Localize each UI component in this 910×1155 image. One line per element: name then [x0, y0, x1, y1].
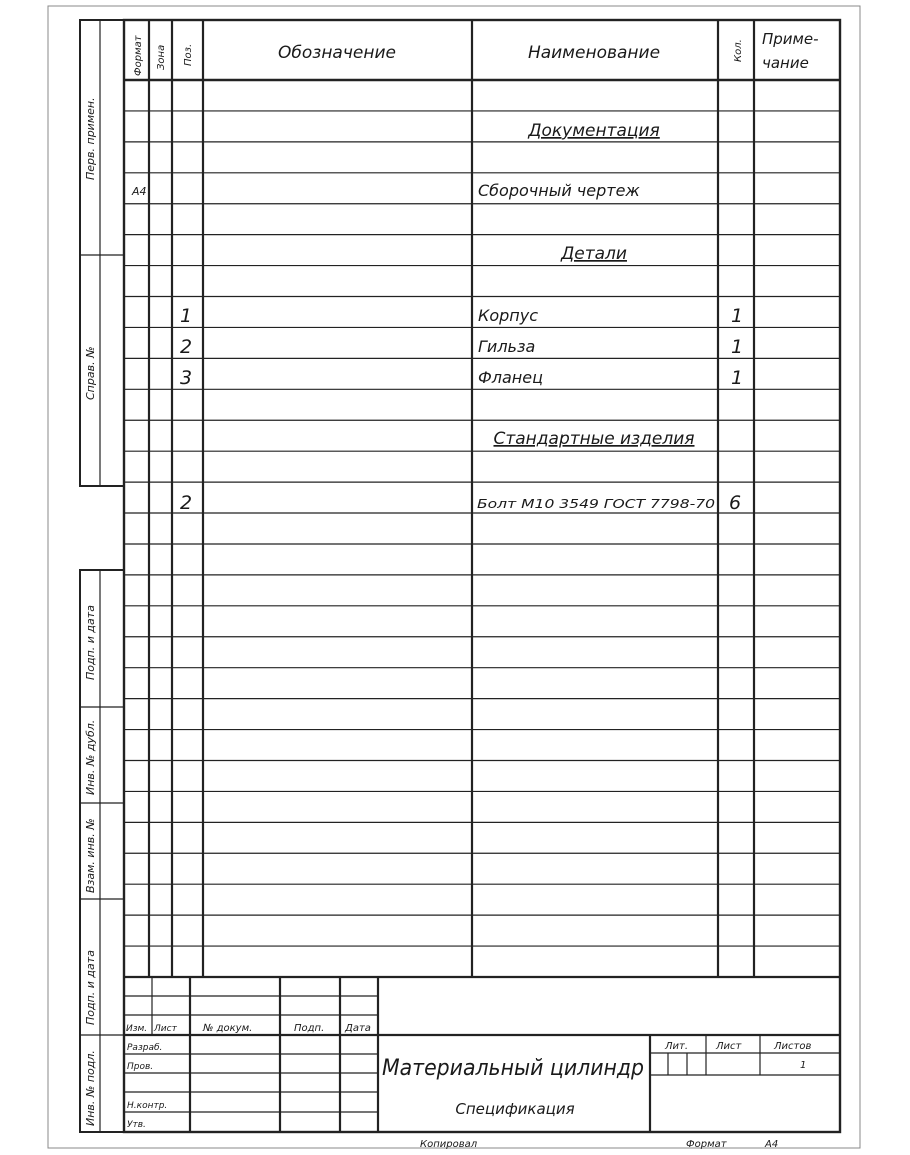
header-zone: Зона — [156, 44, 167, 70]
part2-name: Гильза — [478, 337, 536, 356]
header-designation: Обозначение — [278, 43, 396, 63]
tb-razrab: Разраб. — [127, 1043, 163, 1053]
header-note-line2: чание — [762, 54, 809, 72]
part3-pos: 3 — [180, 367, 193, 389]
footer-format-label: Формат — [686, 1139, 727, 1150]
part1-qty: 1 — [731, 305, 744, 327]
tb-prov: Пров. — [127, 1062, 154, 1072]
tb-sheet: Лист — [716, 1041, 742, 1052]
std1-qty: 6 — [729, 492, 742, 514]
inv-dubl-label: Инв. № дубл. — [84, 719, 97, 795]
header-pos: Поз. — [183, 43, 194, 66]
footer-copied: Копировал — [420, 1139, 478, 1150]
tb-utv: Утв. — [127, 1120, 146, 1130]
tb-subtitle: Спецификация — [455, 1100, 575, 1118]
docs-format: А4 — [132, 185, 147, 198]
tb-podp: Подп. — [294, 1023, 325, 1034]
footer-format-value: А4 — [765, 1139, 779, 1150]
tb-title: Материальный цилиндр — [382, 1056, 644, 1081]
std1-pos: 2 — [180, 492, 193, 514]
title-block — [124, 977, 840, 1132]
left-strip — [80, 20, 124, 1132]
part1-name: Корпус — [478, 306, 539, 325]
tb-n-kontr: Н.контр. — [127, 1101, 168, 1111]
part1-pos: 1 — [180, 305, 193, 327]
tb-izm: Изм. — [126, 1024, 148, 1034]
inv-podl-label: Инв. № подл. — [84, 1050, 97, 1126]
podp-data-top-label: Подп. и дата — [84, 605, 97, 680]
header-note-line1: Приме- — [762, 30, 819, 48]
header-qty: Кол. — [733, 39, 744, 62]
tb-sheets: Листов — [774, 1041, 812, 1052]
sprav-no-label: Справ. № — [84, 346, 97, 400]
header-name: Наименование — [527, 43, 661, 63]
tb-data: Дата — [345, 1023, 371, 1034]
part3-name: Фланец — [478, 368, 543, 387]
std1-name: Болт М10 3549 ГОСТ 7798-70 — [477, 497, 716, 511]
tb-doc-no: № докум. — [203, 1023, 253, 1034]
part2-pos: 2 — [180, 336, 193, 358]
vzam-inv-label: Взам. инв. № — [84, 818, 97, 893]
assembly-drawing: Сборочный чертеж — [478, 181, 640, 200]
section-std: Стандартные изделия — [493, 429, 695, 449]
part2-qty: 1 — [731, 336, 744, 358]
tb-sheets-value: 1 — [800, 1060, 807, 1071]
perv-primen-label: Перв. примен. — [84, 97, 97, 180]
table-header — [133, 30, 819, 76]
section-docs: Документация — [528, 121, 660, 141]
header-format: Формат — [133, 35, 144, 76]
tb-lit: Лит. — [665, 1041, 689, 1052]
table-body — [131, 121, 743, 514]
podp-data-bottom-label: Подп. и дата — [84, 950, 97, 1025]
tb-list: Лист — [154, 1024, 177, 1034]
section-parts: Детали — [561, 244, 627, 264]
part3-qty: 1 — [731, 367, 744, 389]
